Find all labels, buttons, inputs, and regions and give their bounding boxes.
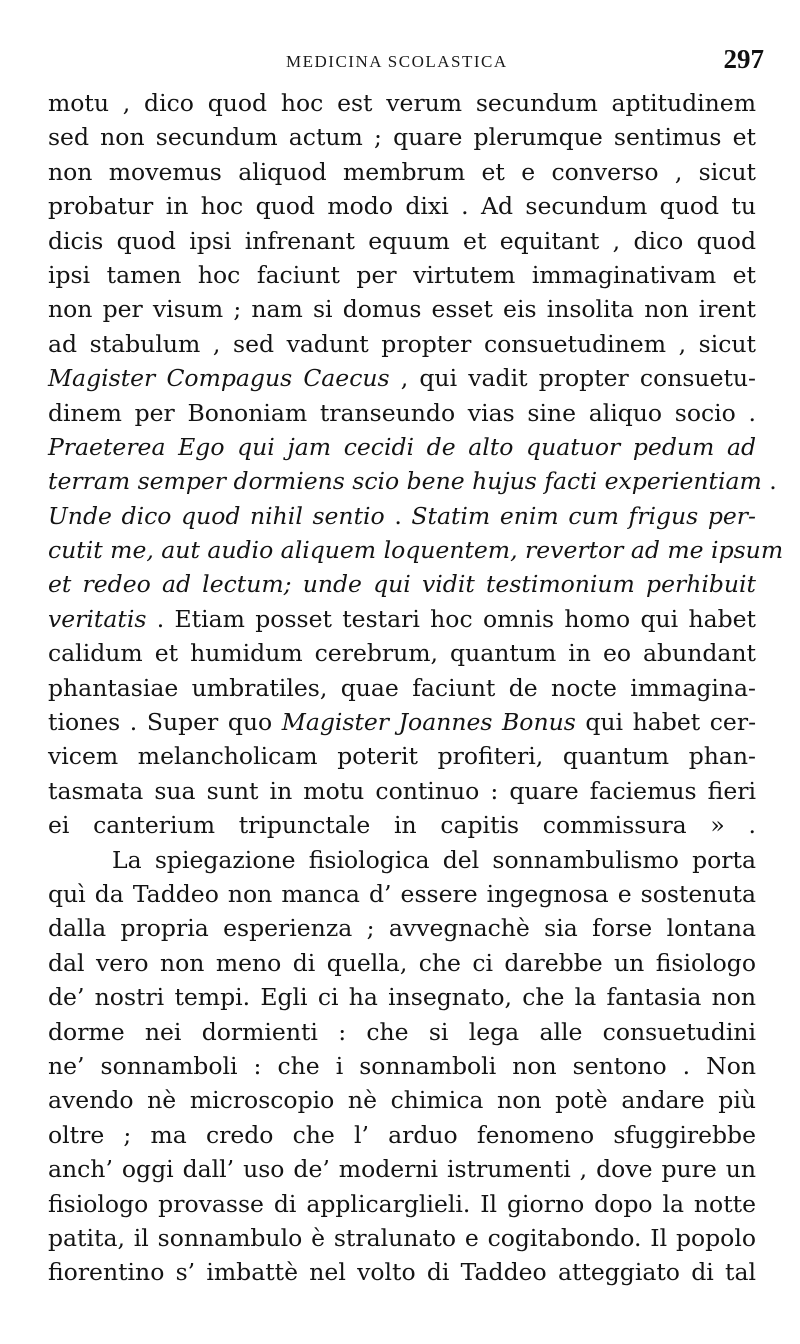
text-line xyxy=(48,877,756,911)
text-segment: oltre ; ma credo che l’ arduo fenomeno sfuggirebbe xyxy=(48,1120,756,1149)
text-line xyxy=(48,1118,756,1152)
text-segment: anch’ oggi dall’ uso de’ moderni istrumenti , dove pure un xyxy=(48,1155,756,1184)
italic-segment: veritatis xyxy=(48,604,147,633)
text-line xyxy=(48,946,756,980)
text-segment: , qui vadit propter consuetu- xyxy=(389,364,756,393)
text-segment: sed non secundum actum ; quare plerumque sentimus et xyxy=(48,123,756,152)
text-line xyxy=(48,258,756,292)
italic-segment: terram semper dormiens scio bene hujus facti experientiam xyxy=(48,467,762,496)
text-segment: ipsi tamen hoc faciunt per virtutem immaginativam et xyxy=(48,260,756,289)
text-segment: phantasiae umbratiles, quae faciunt de nocte immagina- xyxy=(48,673,756,702)
text-line xyxy=(48,705,756,739)
text-line xyxy=(48,911,756,945)
text-line xyxy=(48,499,756,533)
text-segment: ad stabulum , sed vadunt propter consuetudinem , sicut xyxy=(48,329,756,358)
text-line xyxy=(48,808,756,842)
text-segment: vicem melancholicam poterit profiteri, quantum phan- xyxy=(48,742,756,771)
text-segment: patita, il sonnambulo è stralunato e cogitabondo. Il popolo xyxy=(48,1223,756,1252)
text-segment: ei canterium tripunctale in capitis commissura » . xyxy=(48,811,756,840)
text-segment: dalla propria esperienza ; avvegnachè sia forse lontana xyxy=(48,914,756,943)
text-segment: motu , dico quod hoc est verum secundum aptitudinem xyxy=(48,89,756,117)
italic-segment: Unde dico quod nihil sentio xyxy=(48,501,385,530)
text-line xyxy=(48,533,784,567)
page-number: 297 xyxy=(723,44,764,74)
running-title: MEDICINA SCOLASTICA xyxy=(286,52,508,71)
text-line xyxy=(48,327,756,361)
text-segment: . Etiam posset testari hoc omnis homo qui habet xyxy=(146,604,756,633)
text-line xyxy=(48,396,756,430)
text-segment: de’ nostri tempi. Egli ci ha insegnato, che la fantasia non xyxy=(48,983,756,1012)
text-line xyxy=(48,1255,756,1289)
text-segment: qui habet cer- xyxy=(575,708,757,737)
text-segment: ne’ sonnamboli : che i sonnamboli non sentono . Non xyxy=(48,1051,756,1080)
text-line xyxy=(48,464,777,498)
italic-segment: et redeo ad lectum; unde qui vidit testimonium perhibuit xyxy=(48,570,756,599)
text-line xyxy=(48,980,756,1014)
paragraph xyxy=(48,843,756,1290)
paragraph xyxy=(48,86,784,843)
text-line xyxy=(48,1152,756,1186)
text-line xyxy=(48,1015,756,1049)
text-segment: fiorentino s’ imbattè nel volto di Taddeo atteggiato di tal xyxy=(48,1258,756,1287)
text-segment: non per visum ; nam si domus esset eis insolita non irent xyxy=(48,295,756,324)
text-line xyxy=(48,292,756,326)
text-segment: fisiologo provasse di applicarglieli. Il giorno dopo la notte xyxy=(48,1189,756,1218)
text-line xyxy=(48,1187,756,1221)
text-segment: tasmata sua sunt in motu continuo : quare faciemus fieri xyxy=(48,776,756,805)
text-line xyxy=(48,567,756,601)
text-line xyxy=(48,189,756,223)
text-segment: dicis quod ipsi infrenant equum et equitant , dico quod xyxy=(48,226,756,255)
text-segment: non movemus aliquod membrum et e converso , sicut xyxy=(48,157,756,186)
text-segment: probatur in hoc quod modo dixi . Ad secundum quod tu xyxy=(48,192,756,221)
text-line xyxy=(48,671,756,705)
italic-segment: Magister Joannes Bonus xyxy=(281,708,576,737)
text-line xyxy=(48,430,756,464)
text-line xyxy=(48,120,756,154)
text-line xyxy=(48,1049,756,1083)
text-line xyxy=(48,636,756,670)
text-line xyxy=(48,739,756,773)
text-segment: quì da Taddeo non manca d’ essere ingegnosa e sostenuta xyxy=(48,879,756,908)
text-segment: calidum et humidum cerebrum, quantum in eo abundant xyxy=(48,639,756,668)
text-line xyxy=(48,843,756,877)
text-line xyxy=(48,602,756,636)
text-segment: . xyxy=(761,467,777,496)
page-header xyxy=(48,44,764,84)
text-line xyxy=(48,1221,756,1255)
text-segment: dinem per Bononiam transeundo vias sine aliquo socio . xyxy=(48,398,756,427)
text-segment: La spiegazione fisiologica del sonnambulismo porta xyxy=(112,845,756,874)
italic-segment: Magister Compagus Caecus xyxy=(48,364,390,393)
text-line xyxy=(48,1083,756,1117)
body-text xyxy=(48,86,784,1290)
text-segment: avendo nè microscopio nè chimica non potè andare più xyxy=(48,1086,756,1115)
text-line xyxy=(48,774,756,808)
italic-segment: Praeterea Ego qui jam cecidi de alto quatuor pedum ad xyxy=(48,432,756,461)
text-line xyxy=(48,86,756,120)
text-line xyxy=(48,224,756,258)
text-line xyxy=(48,361,756,395)
text-segment: dal vero non meno di quella, che ci darebbe un fisiologo xyxy=(48,948,756,977)
text-segment: dorme nei dormienti : che si lega alle consuetudini xyxy=(48,1017,756,1046)
text-line xyxy=(48,155,756,189)
text-segment: tiones . Super quo xyxy=(48,708,282,737)
italic-segment: cutit me, aut audio aliquem loquentem, revertor ad me ipsum xyxy=(48,536,784,565)
italic-segment: Statim enim cum frigus per- xyxy=(411,501,756,530)
text-segment: . xyxy=(384,501,412,530)
